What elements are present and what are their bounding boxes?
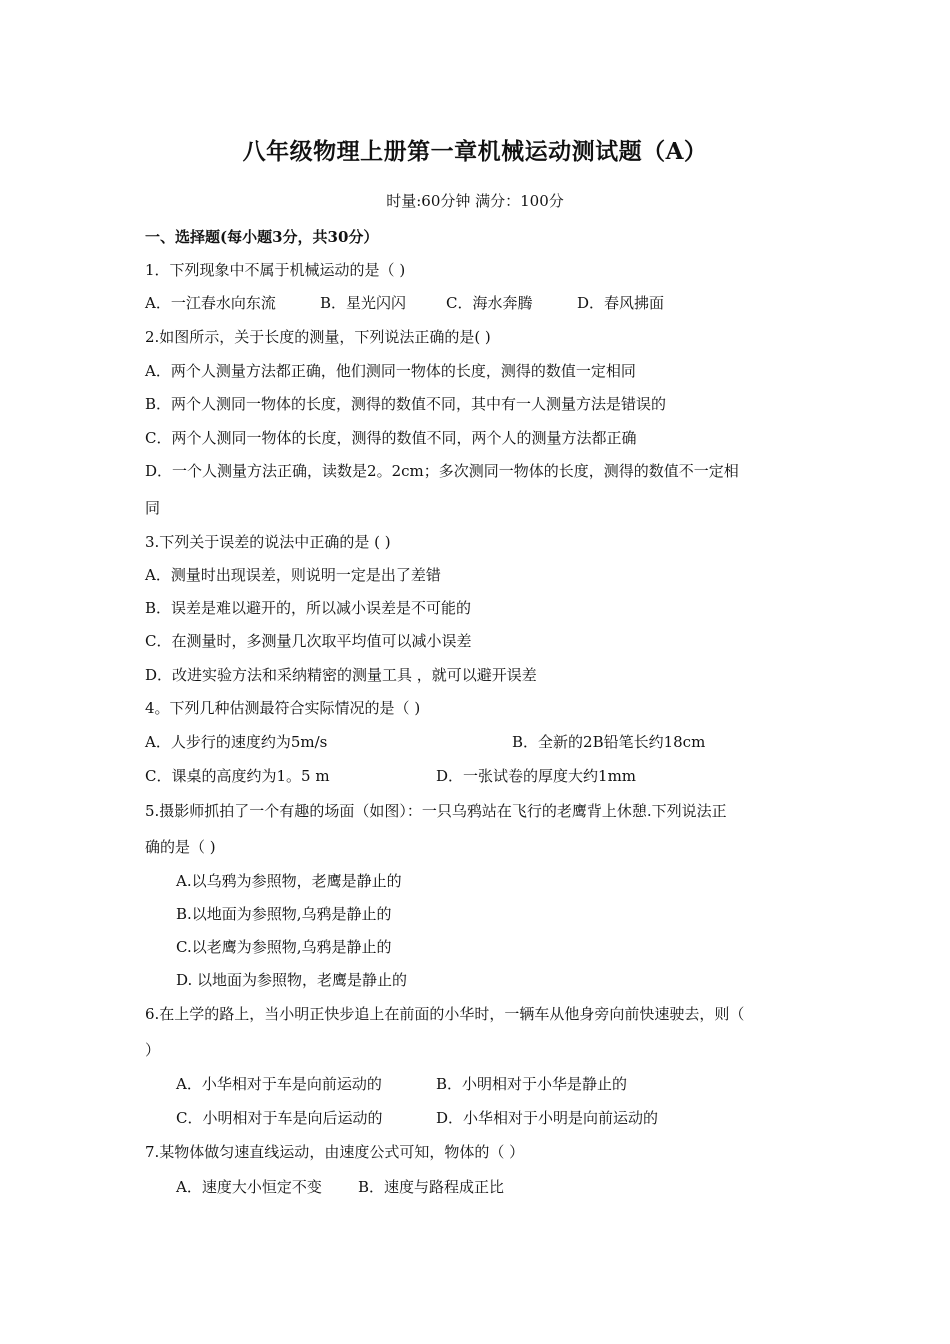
q1-option-b: B．星光闪闪 xyxy=(320,294,407,312)
q4-option-a: A．人步行的速度约为5m/s xyxy=(145,733,328,751)
q2-option-a: A．两个人测量方法都正确，他们测同一物体的长度，测得的数值一定相同 xyxy=(145,362,636,380)
q1-stem: 1．下列现象中不属于机械运动的是（ ) xyxy=(145,261,406,279)
q3-option-b: B．误差是难以避开的，所以减小误差是不可能的 xyxy=(145,599,472,617)
q3-option-a: A．测量时出现误差，则说明一定是出了差错 xyxy=(145,566,441,584)
q5-option-c: C.以老鹰为参照物,乌鸦是静止的 xyxy=(176,938,392,956)
q3-stem: 3.下列关于误差的说法中正确的是 ( ) xyxy=(145,533,391,551)
q1-option-c: C．海水奔腾 xyxy=(446,294,533,312)
q5-stem-cont: 确的是（ ) xyxy=(145,838,216,856)
q1-option-d: D．春风拂面 xyxy=(577,294,665,312)
q4-option-d: D．一张试卷的厚度大约1mm xyxy=(436,767,637,785)
q6-option-a: A．小华相对于车是向前运动的 xyxy=(176,1075,382,1093)
q2-option-d: D．一个人测量方法正确，读数是2。2cm；多次测同一物体的长度，测得的数值不一定相 xyxy=(145,462,739,480)
q4-option-b: B．全新的2B铅笔长约18cm xyxy=(512,733,706,751)
q7-stem: 7.某物体做匀速直线运动，由速度公式可知，物体的（ ） xyxy=(145,1143,525,1161)
q3-option-c: C．在测量时，多测量几次取平均值可以减小误差 xyxy=(145,632,472,650)
section-heading: 一、选择题(每小题3分，共30分） xyxy=(145,228,379,246)
q5-option-d: D. 以地面为参照物，老鹰是静止的 xyxy=(176,971,408,989)
page-title: 八年级物理上册第一章机械运动测试题（A） xyxy=(242,138,708,165)
q4-option-c: C．课桌的高度约为1。5 m xyxy=(145,767,330,785)
q1-option-a: A．一江春水向东流 xyxy=(145,294,276,312)
q2-option-d-cont: 同 xyxy=(145,499,161,517)
q6-option-d: D．小华相对于小明是向前运动的 xyxy=(436,1109,659,1127)
q2-stem: 2.如图所示，关于长度的测量，下列说法正确的是( ) xyxy=(145,328,491,346)
q2-option-b: B．两个人测同一物体的长度，测得的数值不同，其中有一人测量方法是错误的 xyxy=(145,395,667,413)
q2-option-c: C．两个人测同一物体的长度，测得的数值不同，两个人的测量方法都正确 xyxy=(145,429,637,447)
q5-stem: 5.摄影师抓拍了一个有趣的场面（如图）：一只乌鸦站在飞行的老鹰背上休憩.下列说法正 xyxy=(145,802,727,820)
q6-option-c: C．小明相对于车是向后运动的 xyxy=(176,1109,383,1127)
q5-option-a: A.以乌鸦为参照物，老鹰是静止的 xyxy=(176,872,402,890)
q3-option-d: D．改进实验方法和采纳精密的测量工具 ，就可以避开误差 xyxy=(145,666,537,684)
q7-option-a: A．速度大小恒定不变 xyxy=(176,1178,322,1196)
q6-stem-cont: ） xyxy=(145,1041,161,1059)
q5-option-b: B.以地面为参照物,乌鸦是静止的 xyxy=(176,905,392,923)
q6-option-b: B．小明相对于小华是静止的 xyxy=(436,1075,628,1093)
q7-option-b: B．速度与路程成正比 xyxy=(358,1178,505,1196)
q4-stem: 4。下列几种估测最符合实际情况的是（ ) xyxy=(145,699,421,717)
exam-meta: 时量:60分钟 满分：100分 xyxy=(386,192,564,210)
q6-stem: 6.在上学的路上，当小明正快步追上在前面的小华时，一辆车从他身旁向前快速驶去，则（ xyxy=(145,1005,745,1023)
